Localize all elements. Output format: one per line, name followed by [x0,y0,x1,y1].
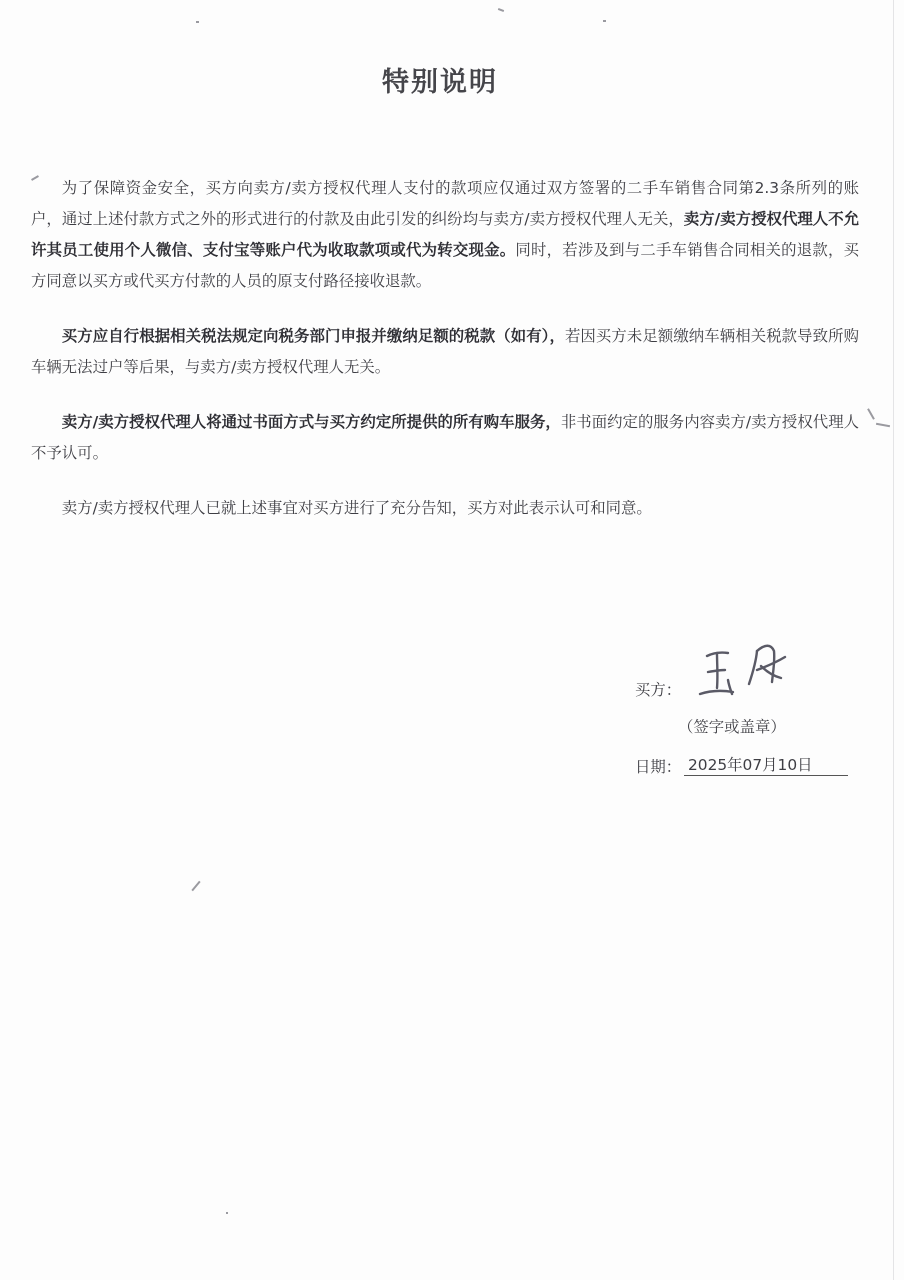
scan-speck [867,408,875,419]
paragraph-segment: 同时，若涉及到与二手车销售合同相关的退款，买方同意以买方或代买方付款的人员的原支付路径接收退款。 [31,241,859,290]
paragraph-segment: 为了保障资金安全，买方向卖方/卖方授权代理人支付的款项应仅通过双方签署的二手车销售合同第2.3条所列的账户，通过上述付款方式之外的形式进行的付款及由此引发的纠纷均与卖方/卖方授权代理人无关， [31,179,859,228]
paragraph-segment: 若因买方未足额缴纳车辆相关税款导致所购车辆无法过户等后果，与卖方/卖方授权代理人无关。 [31,327,859,376]
signature-block [633,636,873,786]
scan-speck [226,1212,228,1214]
paragraph-bold-segment: 卖方/卖方授权代理人将通过书面方式与买方约定所提供的所有购车服务， [61,413,561,431]
paragraph-services [31,407,859,469]
paragraph-payment-safety [31,173,859,297]
date-value: 2025年07月10日 [684,755,848,776]
handwritten-signature [695,636,805,706]
buyer-label: 买方： [635,681,682,699]
paragraph-bold-segment: 卖方/卖方授权代理人不允许其员工使用个人微信、支付宝等账户代为收取款项或代为转交现金。 [31,210,860,259]
paragraph-text [31,407,859,469]
paragraph-text [31,321,859,383]
scan-speck [196,21,199,23]
scan-edge-line [893,0,894,1280]
scan-speck [603,20,606,22]
scan-speck [876,423,890,427]
paragraph-segment: 非书面约定的服务内容卖方/卖方授权代理人不予认可。 [31,413,860,462]
scan-speck [191,881,200,891]
paragraph-segment: 卖方/卖方授权代理人已就上述事宜对买方进行了充分告知，买方对此表示认可和同意。 [61,499,652,517]
paragraph-acknowledgement [31,493,859,524]
date-label: 日期： [635,758,682,776]
paragraph-text [31,173,859,297]
paragraph-text [31,493,859,524]
page-title: 特别说明 [382,67,498,98]
sign-or-stamp-note: （签字或盖章） [678,718,786,736]
paragraph-tax [31,321,859,383]
scan-speck [498,8,504,12]
paragraph-bold-segment: 买方应自行根据相关税法规定向税务部门申报并缴纳足额的税款（如有）， [61,327,565,345]
